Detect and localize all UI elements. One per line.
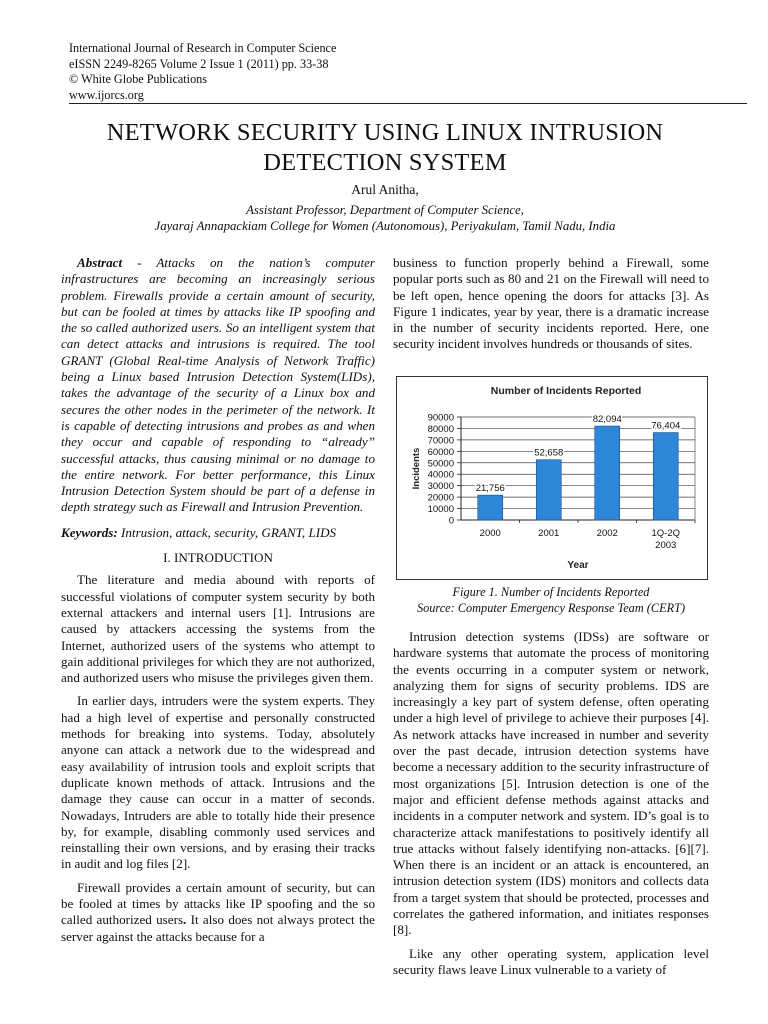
journal-header xyxy=(69,41,336,103)
x-tick-label: 2000 xyxy=(479,528,501,539)
y-axis-label: Incidents xyxy=(411,447,422,490)
x-axis-label: Year xyxy=(567,560,589,571)
intro-paragraph-1: The literature and media abound with reports of successful violations of computer system security by both external attackers and internal users [1]. Intrusions are caused by attackers accessing the systems from the Internet, authorized users of the systems who attempt to gain additional privileges for which they are not authorized, and authorized users who misuse the privileges given them. xyxy=(61,572,375,686)
affiliation-line-1: Assistant Professor, Department of Computer Science, xyxy=(246,203,524,217)
x-tick-label: 1Q-2Q xyxy=(651,528,681,539)
y-tick-label: 20000 xyxy=(427,492,454,504)
title-line-1: NETWORK SECURITY USING LINUX INTRUSION xyxy=(106,119,664,146)
y-tick-label: 90000 xyxy=(427,412,454,424)
data-label: 82,094 xyxy=(592,414,622,426)
y-tick-label: 50000 xyxy=(427,458,454,470)
bar-chart xyxy=(397,377,707,579)
section-heading-introduction: I. INTRODUCTION xyxy=(163,550,273,566)
x-tick-label: 2003 xyxy=(655,540,677,551)
right-column-bottom xyxy=(393,629,709,978)
figure-incidents-chart xyxy=(396,376,708,580)
intro-paragraph-3-part-a: Firewall provides a certain amount of security, but can be fooled at times by attacks like IP spoofing and the so called authorized users xyxy=(61,879,375,928)
y-tick-label: 10000 xyxy=(427,504,454,516)
continued-paragraph: business to function properly behind a Firewall, some popular ports such as 80 and 21 on the Firewall will need to be left open, hence opening the doors for attacks [3]. As Figure 1 indicates, year by year, there is a dramatic increase in the number of security incidents reported. Here, one security incident involves hundreds or thousands of sites. xyxy=(393,255,709,352)
journal-url[interactable]: www.ijorcs.org xyxy=(69,87,144,102)
paper-title xyxy=(60,118,710,177)
journal-issn: eISSN 2249-8265 Volume 2 Issue 1 (2011) pp. 33-38 xyxy=(69,56,329,71)
abstract-label: Abstract xyxy=(77,255,123,270)
header-divider xyxy=(69,103,747,104)
keywords xyxy=(61,525,375,541)
y-tick-label: 70000 xyxy=(427,435,454,447)
abstract-text: - Attacks on the nation’s computer infrastructures are becoming an increasingly serious problem. Firewalls provide a certain amount of security, but can be fooled at times by attacks like IP spoofing and the so called authorized users. So an intelligent system that can detect attacks and intrusions is required. The tool GRANT (Global Real-time Analysis of Network Traffic) being a Linux based Intrusion Detection System(LIDs), takes the advantage of the security of a Linux box and secures the other nodes in the perimeter of the network. It is capable of detecting intrusions and probes as and when they occur and capable of responding to “already” successful attacks, thus causing minimal or no damage to the entire network. For better performance, this Linux Intrusion Detection System should be part of a defense in depth strategy such as Firewall and Intrusion Prevention. xyxy=(61,255,375,515)
x-tick-label: 2001 xyxy=(538,528,560,539)
title-line-2: DETECTION SYSTEM xyxy=(263,148,507,176)
figure-caption-title: Figure 1. Number of Incidents Reported xyxy=(452,585,650,599)
y-tick-label: 0 xyxy=(448,515,454,527)
journal-publisher: © White Globe Publications xyxy=(69,72,208,86)
intro-paragraph-2: In earlier days, intruders were the system experts. They had a high level of expertise and personally constructed methods for breaking into systems. Today, absolutely anyone can attack a network due to the widespread and easy availability of intrusion tools and exploit scripts that duplicate known methods of attack. Intrusions and the damage they cause can occur in a matter of seconds. Nowadays, Intruders are able to totally hide their presence by, for example, disabling commonly used services and reinstalling their own versions, and by erasing their tracks in audit and log files [2]. xyxy=(61,693,375,872)
journal-name: International Journal of Research in Computer Science xyxy=(69,41,337,55)
author-affiliation xyxy=(60,203,710,234)
y-tick-label: 80000 xyxy=(427,423,454,435)
data-label: 52,658 xyxy=(534,447,564,459)
right-column-top xyxy=(393,255,709,353)
bar xyxy=(536,460,561,520)
left-column xyxy=(61,255,375,945)
affiliation-line-2: Jayaraj Annapackiam College for Women (Autonomous), Periyakulam, Tamil Nadu, India xyxy=(154,218,616,233)
data-label: 76,404 xyxy=(651,420,681,432)
bar xyxy=(653,433,678,520)
keywords-label: Keywords: xyxy=(61,524,118,540)
author-name: Arul Anitha, xyxy=(351,182,419,197)
keywords-text: Intrusion, attack, security, GRANT, LIDS xyxy=(117,524,337,540)
figure-caption-source: Source: Computer Emergency Response Team (CERT) xyxy=(416,600,686,615)
bar xyxy=(595,426,620,520)
bar xyxy=(478,495,503,520)
intro-paragraph-3-part-b: It also does not always protect the server against the attacks because for a xyxy=(61,912,375,944)
intro-paragraph-3 xyxy=(61,880,375,945)
y-tick-label: 30000 xyxy=(427,481,454,493)
linux-paragraph: Like any other operating system, application level security flaws leave Linux vulnerable to a variety of xyxy=(393,945,709,977)
x-tick-label: 2002 xyxy=(596,528,618,539)
y-tick-label: 60000 xyxy=(427,446,454,458)
y-tick-label: 40000 xyxy=(427,469,454,481)
chart-title: Number of Incidents Reported xyxy=(490,385,642,397)
ids-paragraph: Intrusion detection systems (IDSs) are software or hardware systems that automate the process of monitoring the events occurring in a computer system or network, analyzing them for signs of security problems. IDS are increasingly a key part of system defense, often operating under a high level of privilege to achieve their purposes [4]. As network attacks have increased in number and severity over the past decade, intrusion detection systems have become a necessary addition to the security infrastructure of most organizations [5]. Intrusion detection is one of the major and efficient defense methods against attacks and incidents in a computer network and system. ID’s goal is to characterize attack manifestations to positively identify all true attacks without falsely identifying non-attacks. [6][7]. When there is an incident or an attack is encountered, an intrusion detection system (IDS) monitors and collects data from a target system that should be protected, processes and correlates the gathered information, and initiates responses [8]. xyxy=(393,629,709,938)
abstract xyxy=(61,255,375,516)
intro-paragraph-3-period: . xyxy=(183,912,187,928)
data-label: 21,756 xyxy=(475,483,505,495)
figure-caption xyxy=(393,585,709,616)
